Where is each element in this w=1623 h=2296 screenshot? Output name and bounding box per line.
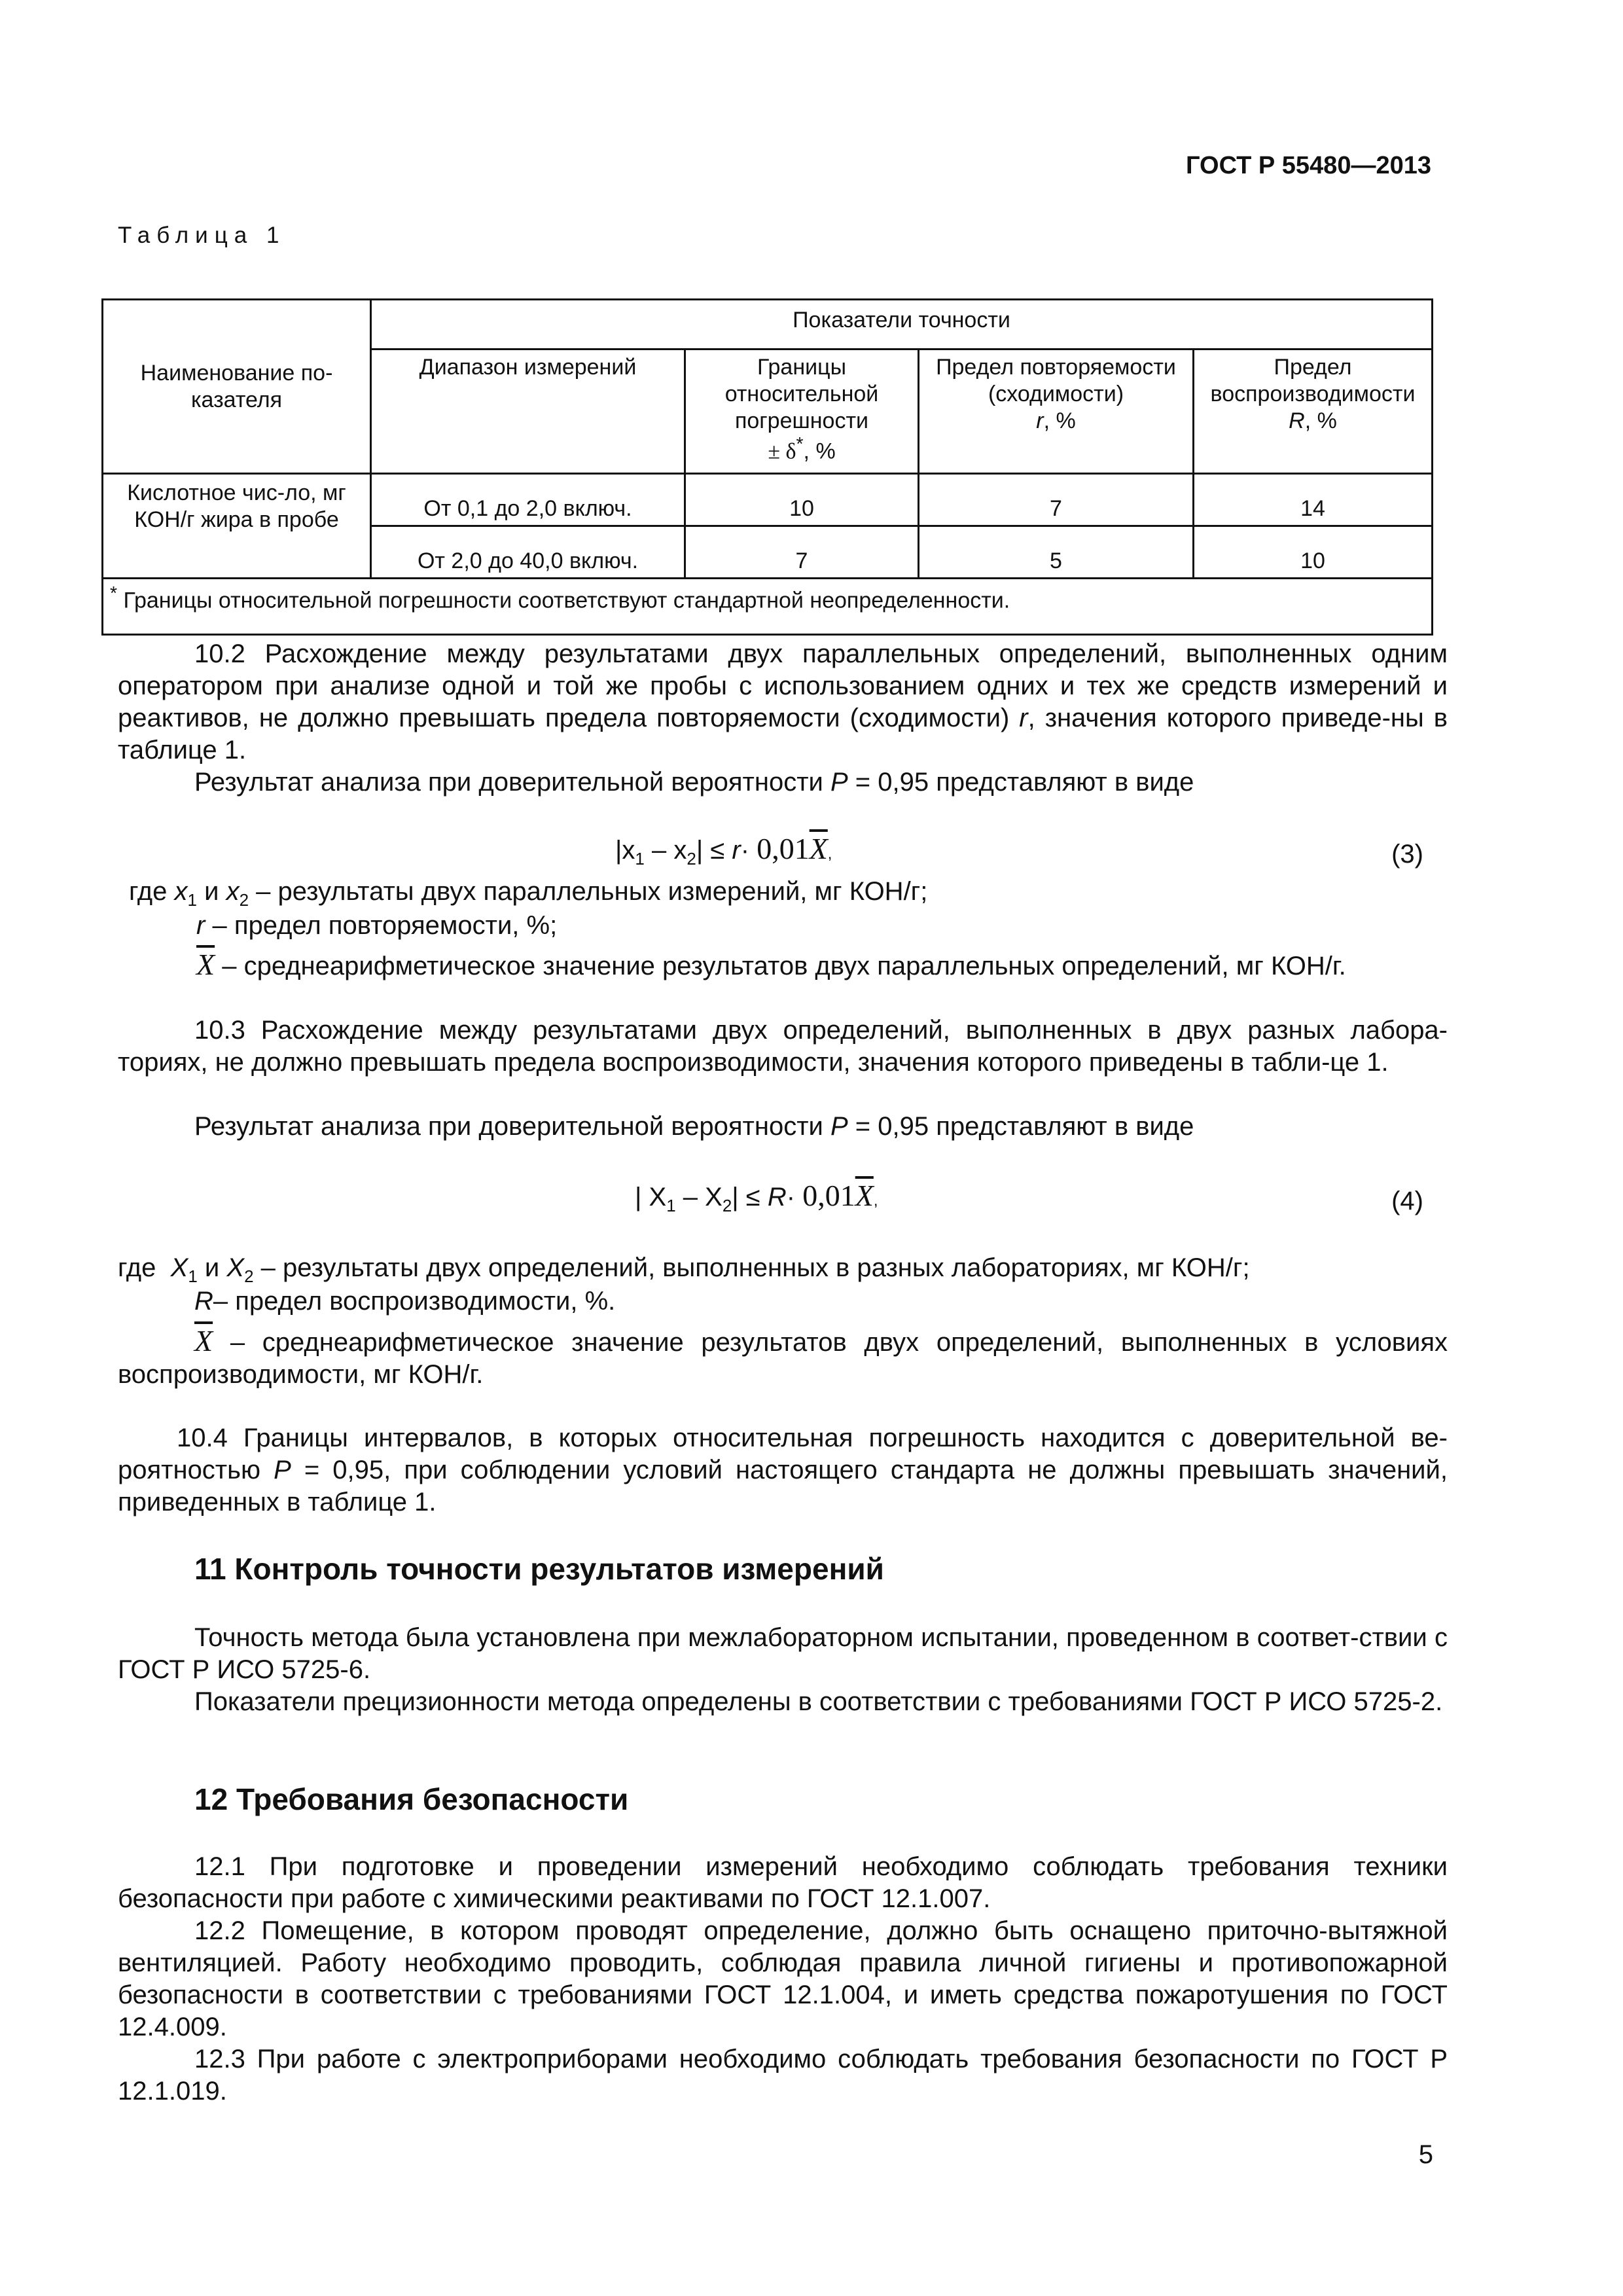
f3-symbol: r xyxy=(732,836,741,865)
row-indicator-name: Кислотное чис-ло, мг КОН/г жира в пробе xyxy=(103,474,371,579)
def-text: – предел воспроизводимости, %. xyxy=(213,1287,616,1316)
def-text: – среднеарифметическое значение результатов двух параллельных определений, мг КОН/г. xyxy=(222,952,1346,980)
header-repeatability-symbol: r xyxy=(1036,408,1044,433)
def-text: – среднеарифметическое значение результатов двух определений, выполненных в условиях воспроизводимости, мг КОН/г. xyxy=(118,1328,1448,1389)
sub: 1 xyxy=(187,890,197,910)
paragraph-12-3: 12.3 При работе с электроприборами необходимо соблюдать требования безопасности по ГОСТ Р 12.1.019. xyxy=(118,2045,1448,2106)
paragraph-result-4 xyxy=(118,1111,1448,1143)
formula-3 xyxy=(615,831,832,869)
f3-coef: 0,01 xyxy=(757,832,810,865)
cell-repeatability: 5 xyxy=(919,526,1194,579)
sym-x2: X xyxy=(226,1253,245,1282)
table-footnote xyxy=(103,579,1433,635)
sub: 2 xyxy=(244,1266,254,1286)
equation-number-3: (3) xyxy=(1391,840,1423,869)
header-bounds-symbol: ± δ xyxy=(768,439,796,464)
definition-where-3 xyxy=(129,877,927,910)
footnote-text: Границы относительной погрешности соответствуют стандартной неопределенности. xyxy=(123,588,1010,613)
paragraph-10-3: 10.3 Расхождение между результатами двух определений, выполненных в двух разных лабора-ториях, не должно превышать предела воспроизводимости, значения которого приведены в табли-це 1. xyxy=(118,1016,1448,1077)
footnote-mark: * xyxy=(110,583,118,604)
def-text: – предел повторяемости, %; xyxy=(212,911,558,940)
f3-part: |x xyxy=(615,836,635,865)
result-text: Результат анализа при доверительной вероятности xyxy=(194,768,823,797)
cell-reproducibility: 14 xyxy=(1194,474,1433,526)
symbol-p: P xyxy=(274,1456,291,1484)
and: и xyxy=(204,877,219,906)
section-11-heading: 11 Контроль точности результатов измерений xyxy=(194,1552,884,1586)
definition-r xyxy=(196,911,557,941)
page-number: 5 xyxy=(1418,2140,1433,2169)
header-bounds-star: * xyxy=(796,434,804,456)
sym-r: r xyxy=(196,911,205,940)
f3-end: , xyxy=(827,845,832,863)
where-text: – результаты двух параллельных измерений, мг КОН/г; xyxy=(256,877,928,906)
f4-part: | ≤ xyxy=(732,1183,760,1211)
p-10-4-text-end: = 0,95, при соблюдении условий настоящего стандарта не должны превышать значений, приведенных в таблице 1. xyxy=(118,1456,1448,1516)
sub: 1 xyxy=(188,1266,198,1286)
definition-where-4 xyxy=(118,1253,1250,1287)
header-repeatability-text: Предел повторяемости (сходимости) xyxy=(936,355,1176,406)
cell-repeatability: 7 xyxy=(919,474,1194,526)
f4-sub: 1 xyxy=(666,1196,676,1215)
header-reproducibility-text: Предел воспроизводимости xyxy=(1210,355,1416,406)
symbol-p: P xyxy=(830,768,848,797)
definition-mean-3 xyxy=(196,947,1346,982)
result-text-end: = 0,95 представляют в виде xyxy=(855,1112,1194,1141)
result-text: Результат анализа при доверительной вероятности xyxy=(194,1112,823,1141)
header-reproducibility-symbol: R xyxy=(1289,408,1305,433)
header-accuracy-group: Показатели точности xyxy=(371,300,1433,350)
sym-x1: X xyxy=(170,1253,188,1282)
sym-R: R xyxy=(194,1287,213,1316)
f4-end: , xyxy=(873,1192,878,1210)
paragraph-10-4 xyxy=(118,1422,1448,1518)
paragraph-11-2: Показатели прецизионности метода определены в соответствии с требованиями ГОСТ Р ИСО 5725-2. xyxy=(194,1687,1443,1716)
cell-range: От 0,1 до 2,0 включ. xyxy=(371,474,685,526)
equation-number-4: (4) xyxy=(1391,1187,1423,1215)
header-reproducibility-unit: , % xyxy=(1304,408,1337,433)
table-row xyxy=(103,474,1433,526)
sym-x2: x xyxy=(226,877,240,906)
header-bounds xyxy=(685,350,919,474)
symbol-r: r xyxy=(1019,704,1028,732)
f3-mean: $\overline{X}$ xyxy=(809,832,828,865)
definition-mean-4 xyxy=(118,1325,1448,1391)
paragraph-10-2 xyxy=(118,638,1448,766)
and: и xyxy=(204,1253,220,1282)
f3-dot: · xyxy=(740,836,750,865)
header-reproducibility xyxy=(1194,350,1433,474)
where-lead: где xyxy=(129,877,168,906)
sym-mean: $\overline{X}$ xyxy=(196,948,215,981)
f3-sub: 1 xyxy=(635,849,645,869)
paragraph-12-1: 12.1 При подготовке и проведении измерений необходимо соблюдать требования техники безопасности при работе с химическими реактивами по ГОСТ 12.1.007. xyxy=(118,1852,1448,1913)
cell-range: От 2,0 до 40,0 включ. xyxy=(371,526,685,579)
definition-R xyxy=(194,1287,615,1316)
sub: 2 xyxy=(239,890,249,910)
where-text: – результаты двух определений, выполненных в разных лабораториях, мг КОН/г; xyxy=(260,1253,1250,1282)
f3-part: | ≤ xyxy=(696,836,725,865)
result-text-end: = 0,95 представляют в виде xyxy=(855,768,1194,797)
accuracy-table xyxy=(101,298,1433,636)
sym-mean: $\overline{X}$ xyxy=(194,1324,213,1357)
f4-coef: 0,01 xyxy=(802,1179,855,1212)
cell-reproducibility: 10 xyxy=(1194,526,1433,579)
document-code: ГОСТ Р 55480—2013 xyxy=(1186,152,1431,179)
sym-x1: x xyxy=(174,877,188,906)
table-caption: Таблица 1 xyxy=(118,223,286,248)
paragraph-12-2: 12.2 Помещение, в котором проводят определение, должно быть оснащено приточно-вытяжной вентиляцией. Работу необходимо проводить, соблюдая правила личной гигиены и противопожарной безопасности в соответствии с требованиями ГОСТ 12.1.004, и иметь средства пожаротушения по ГОСТ 12.4.009. xyxy=(118,1916,1448,2041)
paragraph-result-3 xyxy=(118,766,1448,798)
f4-part: – X xyxy=(675,1183,722,1211)
header-repeatability xyxy=(919,350,1194,474)
f4-symbol: R xyxy=(767,1183,787,1211)
paragraph-11-1: Точность метода была установлена при межлабораторном испытании, проведенном в соответ-ствии с ГОСТ Р ИСО 5725-6. xyxy=(118,1623,1448,1684)
header-range: Диапазон измерений xyxy=(371,350,685,474)
f3-part: – x xyxy=(644,836,687,865)
f3-sub: 2 xyxy=(687,849,696,869)
header-bounds-unit: , % xyxy=(803,439,836,464)
symbol-p: P xyxy=(830,1112,848,1141)
p-10-2-text-end: , значения которого приведе-ны в таблице 1. xyxy=(118,704,1448,764)
f4-dot: · xyxy=(786,1183,796,1211)
p-10-4-text: 10.4 Границы интервалов, в которых относительная погрешность находится с доверительной ве-роятностью xyxy=(118,1424,1448,1484)
formula-4 xyxy=(635,1178,878,1216)
header-indicator-name: Наименование по-казателя xyxy=(103,300,371,474)
where-lead: где xyxy=(118,1253,156,1282)
f4-sub: 2 xyxy=(722,1196,732,1215)
cell-bounds: 10 xyxy=(685,474,919,526)
header-repeatability-unit: , % xyxy=(1043,408,1076,433)
p-10-2-text: 10.2 Расхождение между результатами двух параллельных определений, выполненных одним оператором при анализе одной и той же пробы с использованием одних и тех же средств измерений и реактивов, не должно превышать предела повторяемости (сходимости) xyxy=(118,639,1448,732)
header-bounds-text: Границы относительной погрешности xyxy=(724,355,879,433)
f4-mean: $\overline{X}$ xyxy=(855,1179,874,1212)
f4-part: | X xyxy=(635,1183,667,1211)
section-12-heading: 12 Требования безопасности xyxy=(194,1782,629,1816)
cell-bounds: 7 xyxy=(685,526,919,579)
